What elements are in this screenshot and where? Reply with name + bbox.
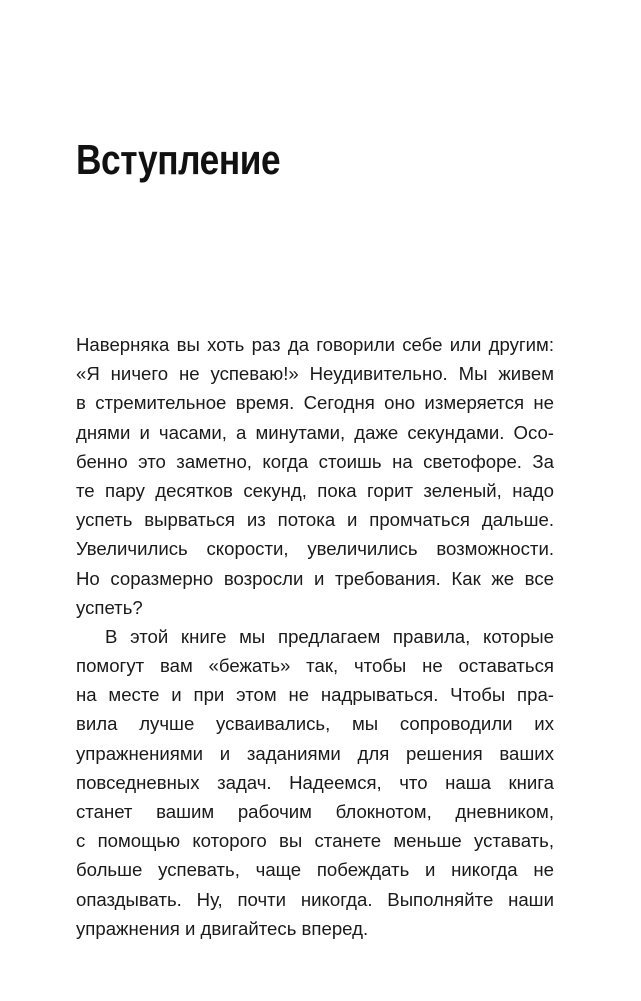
text-line: успеть вырваться из потока и промчаться дальше. [76,509,554,531]
text-line: упражнения и двигайтесь вперед. [76,917,369,939]
text-line: повседневных задач. Надеемся, что наша книга [76,771,554,793]
text-line: больше успевать, чаще побеждать и никогда не [76,859,554,881]
paragraph-2 [76,622,554,943]
text-line: на месте и при этом не надрываться. Чтобы пра- [76,684,554,706]
body-text [76,330,554,943]
text-line: Увеличились скорости, увеличились возможности. [76,538,554,560]
text-line: те пару десятков секунд, пока горит зеленый, надо [76,479,554,501]
text-line: В этой книге мы предлагаем правила, которые [105,625,554,647]
text-line: успеть? [76,596,143,618]
text-line: Но соразмерно возросли и требования. Как же все [76,567,554,589]
text-line: Наверняка вы хоть раз да говорили себе или другим: [76,334,554,355]
text-line: станет вашим рабочим блокнотом, дневником, [76,801,554,822]
chapter-title: Вступление [76,136,281,183]
text-line: вила лучше усваивались, мы сопроводили их [76,713,554,735]
text-line: с помощью которого вы станете меньше уставать, [76,830,554,852]
text-line: бенно это заметно, когда стоишь на светофоре. За [76,450,554,472]
text-line: опаздывать. Ну, почти никогда. Выполняйте наши [76,888,554,910]
text-line: «Я ничего не успеваю!» Неудивительно. Мы живем [76,363,554,385]
text-line: упражнениями и заданиями для решения ваших [76,742,554,764]
text-line: в стремительное время. Сегодня оно измеряется не [76,392,554,414]
paragraph-1 [76,330,554,622]
text-line: днями и часами, а минутами, даже секундами. Осо- [76,421,554,443]
text-line: помогут вам «бежать» так, чтобы не оставаться [76,655,554,677]
